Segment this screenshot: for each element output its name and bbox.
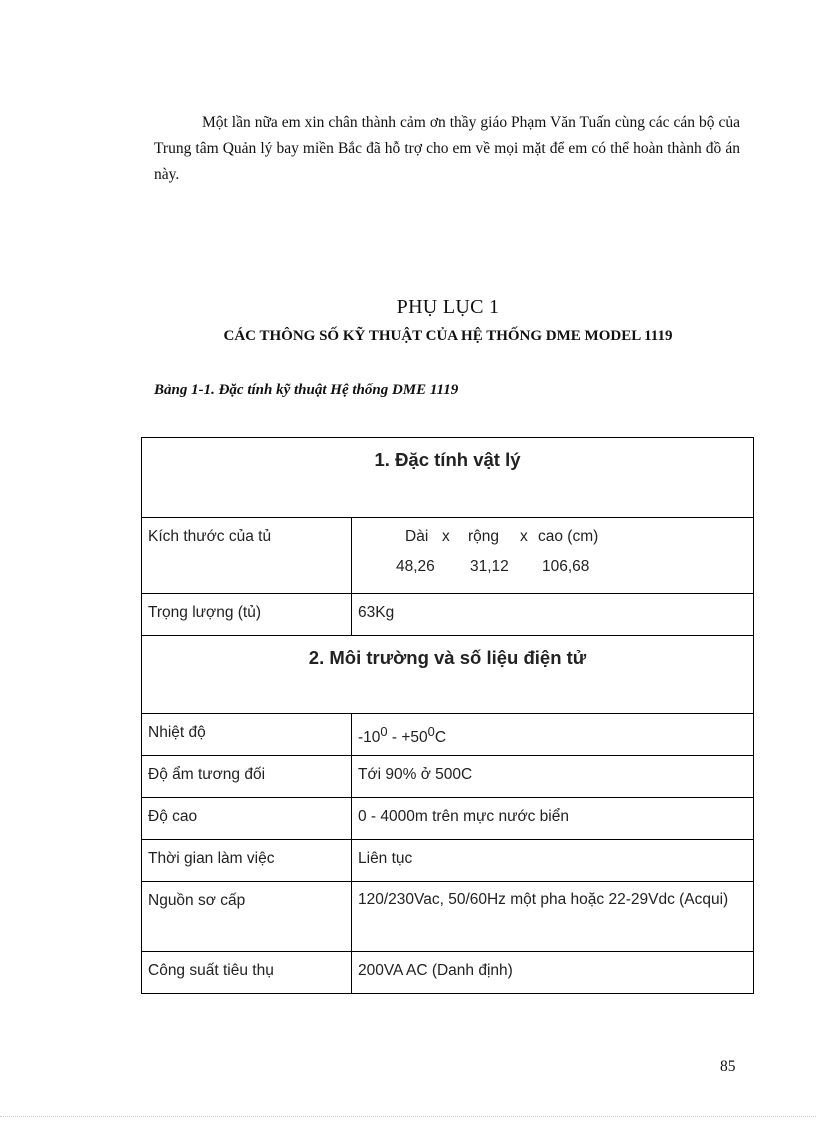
row-label-weight: Trọng lượng (tủ) <box>142 594 352 636</box>
row-label-humidity: Độ ẩm tương đối <box>142 756 352 798</box>
dim-times-2: x <box>520 528 528 545</box>
appendix-title: PHỤ LỤC 1 <box>396 296 500 318</box>
temp-min: -10 <box>358 729 381 747</box>
closing-paragraph <box>154 110 740 188</box>
dim-width-header: rộng <box>468 528 500 545</box>
row-value-operation-time: Liên tục <box>352 840 754 882</box>
dim-length-value: 48,26 <box>396 558 435 575</box>
spec-table <box>141 437 754 994</box>
row-value-altitude: 0 - 4000m trên mực nước biển <box>352 798 754 840</box>
table-row <box>142 798 754 840</box>
dim-height-header: cao (cm) <box>538 528 599 545</box>
row-label-power-source: Nguồn sơ cấp <box>142 882 352 952</box>
closing-paragraph-text: Một lần nữa em xin chân thành cảm ơn thầy giáo Phạm Văn Tuấn cùng các cán bộ của Trung tâm Quản lý bay miền Bắc đã hỗ trợ cho em về mọi mặt để em có thể hoàn thành đồ án này. <box>154 113 740 183</box>
table-row <box>142 952 754 994</box>
table-row <box>142 594 754 636</box>
table-caption: Bảng 1-1. Đặc tính kỹ thuật Hệ thống DME 1119 <box>154 382 459 398</box>
row-value-temperature <box>352 714 754 756</box>
dimension-headers <box>358 528 747 546</box>
row-label-altitude: Độ cao <box>142 798 352 840</box>
section-heading-physical: 1. Đặc tính vật lý <box>142 438 754 518</box>
table-row <box>142 636 754 714</box>
appendix-subtitle: CÁC THÔNG SỐ KỸ THUẬT CỦA HỆ THỐNG DME MODEL 1119 <box>223 328 673 344</box>
temp-max: - +50 <box>387 729 428 747</box>
row-value-size <box>352 518 754 594</box>
table-row <box>142 438 754 518</box>
table-row <box>142 714 754 756</box>
degree-mark: 0 <box>427 724 435 739</box>
section-heading-environment: 2. Môi trường và số liệu điện tử <box>142 636 754 714</box>
table-row <box>142 882 754 952</box>
row-label-temperature: Nhiệt độ <box>142 714 352 756</box>
dim-height-value: 106,68 <box>542 558 590 575</box>
row-label-size: Kích thước của tủ <box>142 518 352 594</box>
dim-width-value: 31,12 <box>470 558 509 575</box>
dim-length-header: Dài <box>405 528 429 545</box>
row-label-power-consumption: Công suất tiêu thụ <box>142 952 352 994</box>
table-row <box>142 518 754 594</box>
table-row <box>142 756 754 798</box>
page-bottom-divider <box>0 1116 816 1117</box>
dim-times-1: x <box>442 528 450 545</box>
row-value-power-source: 120/230Vac, 50/60Hz một pha hoặc 22-29Vdc (Acqui) <box>352 882 754 952</box>
temp-unit: C <box>434 729 447 747</box>
page-number: 85 <box>720 1058 736 1075</box>
row-label-operation-time: Thời gian làm việc <box>142 840 352 882</box>
table-row <box>142 840 754 882</box>
dimension-values <box>358 558 747 576</box>
row-value-weight: 63Kg <box>352 594 754 636</box>
degree-mark: 0 <box>380 724 388 739</box>
row-value-power-consumption: 200VA AC (Danh định) <box>352 952 754 994</box>
row-value-humidity: Tới 90% ở 500C <box>352 756 754 798</box>
